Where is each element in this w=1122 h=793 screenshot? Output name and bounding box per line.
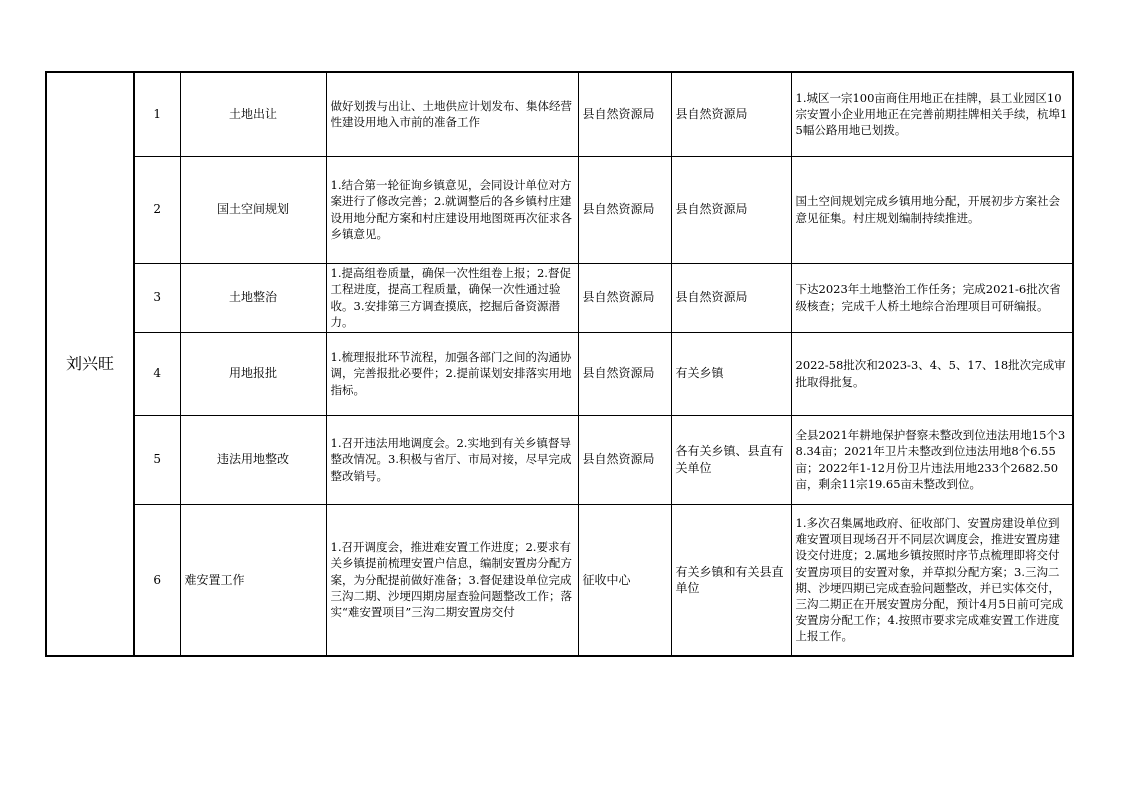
responsible-unit: 县自然资源局 <box>671 263 791 332</box>
progress-status: 全县2021年耕地保护督察未整改到位违法用地15个38.34亩；2021年卫片未整改到位违法用地8个6.55亩；2022年1-12月份卫片违法用地233个2682.50亩，剩余11宗19.65亩未整改到位。 <box>791 415 1073 504</box>
lead-department: 县自然资源局 <box>578 263 671 332</box>
table-row <box>46 72 1073 156</box>
progress-status: 国土空间规划完成乡镇用地分配，开展初步方案社会意见征集。村庄规划编制持续推进。 <box>791 156 1073 263</box>
task-measures: 1.结合第一轮征询乡镇意见，会同设计单位对方案进行了修改完善；2.就调整后的各乡镇村庄建设用地分配方案和村庄建设用地图斑再次征求各乡镇意见。 <box>326 156 578 263</box>
progress-status: 1.城区一宗100亩商住用地正在挂牌，县工业园区10宗安置小企业用地正在完善前期挂牌相关手续，杭埠15幅公路用地已划拨。 <box>791 72 1073 156</box>
row-number: 3 <box>134 263 180 332</box>
responsible-unit: 有关乡镇 <box>671 332 791 415</box>
lead-department: 征收中心 <box>578 504 671 656</box>
lead-department: 县自然资源局 <box>578 72 671 156</box>
progress-status: 1.多次召集属地政府、征收部门、安置房建设单位到难安置项目现场召开不同层次调度会，推进安置房建设交付进度；2.属地乡镇按照时序节点梳理即将交付安置房项目的安置对象，并草拟分配方案；3.三沟二期、沙埂四期已完成查验问题整改，并已实体交付，三沟二期正在开展安置房分配，预计4月5日前可完成安置房分配工作；4.按照市要求完成难安置工作进度上报工作。 <box>791 504 1073 656</box>
lead-department: 县自然资源局 <box>578 415 671 504</box>
progress-status: 2022-58批次和2023-3、4、5、17、18批次完成审批取得批复。 <box>791 332 1073 415</box>
table-row <box>46 415 1073 504</box>
task-measures: 1.召开违法用地调度会。2.实地到有关乡镇督导整改情况。3.积极与省厅、市局对接，尽早完成整改销号。 <box>326 415 578 504</box>
task-name: 国土空间规划 <box>180 156 326 263</box>
task-measures: 做好划拨与出让、土地供应计划发布、集体经营性建设用地入市前的准备工作 <box>326 72 578 156</box>
table-row <box>46 263 1073 332</box>
work-progress-table <box>45 71 1074 657</box>
responsible-unit: 各有关乡镇、县直有关单位 <box>671 415 791 504</box>
task-name: 土地出让 <box>180 72 326 156</box>
task-name: 违法用地整改 <box>180 415 326 504</box>
task-name: 用地报批 <box>180 332 326 415</box>
task-name: 土地整治 <box>180 263 326 332</box>
row-number: 4 <box>134 332 180 415</box>
table-row <box>46 332 1073 415</box>
lead-department: 县自然资源局 <box>578 332 671 415</box>
task-name: 难安置工作 <box>180 504 326 656</box>
progress-status: 下达2023年土地整治工作任务；完成2021-6批次省级核查；完成千人桥土地综合治理项目可研编报。 <box>791 263 1073 332</box>
row-number: 5 <box>134 415 180 504</box>
responsible-unit: 有关乡镇和有关县直单位 <box>671 504 791 656</box>
responsible-unit: 县自然资源局 <box>671 156 791 263</box>
lead-department: 县自然资源局 <box>578 156 671 263</box>
row-number: 2 <box>134 156 180 263</box>
task-measures: 1.提高组卷质量，确保一次性组卷上报；2.督促工程进度，提高工程质量，确保一次性通过验收。3.安排第三方调查摸底，挖掘后备资源潜力。 <box>326 263 578 332</box>
task-measures: 1.召开调度会，推进难安置工作进度；2.要求有关乡镇提前梳理安置户信息，编制安置房分配方案，为分配提前做好准备；3.督促建设单位完成三沟二期、沙埂四期房屋查验问题整改工作；落实“难安置项目”三沟二期安置房交付 <box>326 504 578 656</box>
person-name-cell: 刘兴旺 <box>46 72 134 656</box>
table-row <box>46 504 1073 656</box>
row-number: 6 <box>134 504 180 656</box>
row-number: 1 <box>134 72 180 156</box>
task-measures: 1.梳理报批环节流程，加强各部门之间的沟通协调，完善报批必要件；2.提前谋划安排落实用地指标。 <box>326 332 578 415</box>
responsible-unit: 县自然资源局 <box>671 72 791 156</box>
table-row <box>46 156 1073 263</box>
